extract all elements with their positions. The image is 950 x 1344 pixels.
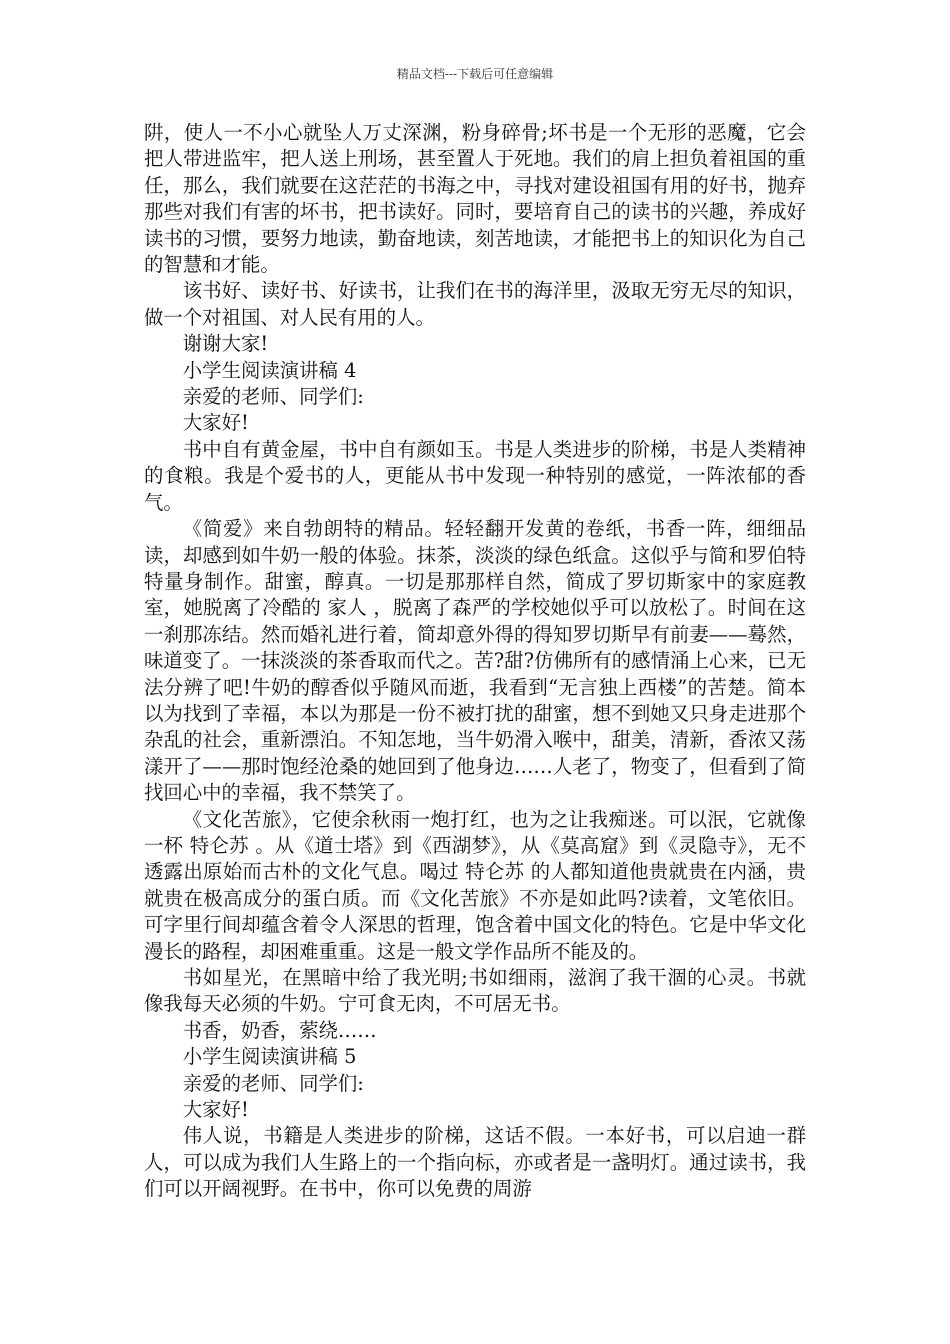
salutation-2: 亲爱的老师、同学们:	[182, 1071, 364, 1095]
paragraph-3: 书中自有黄金屋，书中自有颜如玉。书是人类进步的阶梯，书是人类精神的食粮。我是个爱书的人，更能从书中发现一种特别的感觉，一阵浓郁的香气。	[144, 437, 806, 514]
salutation: 亲爱的老师、同学们:	[182, 385, 364, 409]
paragraph-8: 伟人说，书籍是人类进步的阶梯，这话不假。一本好书，可以启迪一群人，可以成为我们人生路上的一个指向标，亦或者是一盏明灯。通过读书，我们可以开阔视野。在书中，你可以免费的周游	[144, 1124, 806, 1201]
paragraph-4: 《简爱》来自勃朗特的精品。轻轻翻开发黄的卷纸，书香一阵，细细品读，却感到如牛奶一般的体验。抹茶，淡淡的绿色纸盒。这似乎与简和罗伯特特量身制作。甜蜜，醇真。一切是那那样自然，简成了罗切斯家中的家庭教室，她脱离了冷酷的 家人 ，脱离了森严的学校她似乎可以放松了。时间在这一刹那冻结。然而婚礼进行着，简却意外得的得知罗切斯早有前妻——蓦然，味道变了。一抹淡淡的茶香取而代之。苦?甜?仿佛所有的感情涌上心来，已无法分辨了吧!牛奶的醇香似乎随风而逝，我看到“无言独上西楼”的苦楚。简本以为找到了幸福，本以为那是一份不被打扰的甜蜜，想不到她又只身走进那个杂乱的社会，重新漂泊。不知怎地，当牛奶滑入喉中，甜美，清新，香浓又荡漾开了——那时饱经沧桑的她回到了他身边……人老了，物变了，但看到了简找回心中的幸福，我不禁笑了。	[144, 517, 806, 805]
greeting: 大家好!	[182, 411, 249, 435]
paragraph-1: 阱，使人一不小心就坠人万丈深渊，粉身碎骨;坏书是一个无形的恶魔，它会把人带进监牢，把人送上刑场，甚至置人于死地。我们的肩上担负着祖国的重任，那么，我们就要在这茫茫的书海之中，寻找对建设祖国有用的好书，抛弃那些对我们有害的坏书，把书读好。同时，要培育自己的读书的兴趣，养成好读书的习惯，要努力地读，勤奋地读，刻苦地读，才能把书上的知识化为自己的智慧和才能。	[144, 121, 806, 277]
document-body	[144, 120, 806, 1203]
section-heading-5: 小学生阅读演讲稿 5	[182, 1045, 357, 1069]
section-heading-4: 小学生阅读演讲稿 4	[182, 358, 357, 382]
page-header: 精品文档---下载后可任意编辑	[396, 67, 554, 81]
paragraph-7: 书香，奶香，萦绕……	[182, 1018, 377, 1042]
paragraph-6: 书如星光，在黑暗中给了我光明;书如细雨，滋润了我干涸的心灵。书就像我每天必须的牛奶。宁可食无肉，不可居无书。	[144, 966, 806, 1016]
paragraph-thanks: 谢谢大家!	[182, 332, 269, 356]
greeting-2: 大家好!	[182, 1098, 249, 1122]
paragraph-2: 该书好、读好书、好读书，让我们在书的海洋里，汲取无穷无尽的知识，做一个对祖国、对人民有用的人。	[144, 279, 806, 329]
paragraph-5: 《文化苦旅》，它使余秋雨一炮打红，也为之让我痴迷。可以泯，它就像一杯 特仑苏 。从《道士塔》到《西湖梦》，从《莫高窟》到《灵隐寺》，无不透露出原始而古朴的文化气息。喝过 特仑苏 的人都知道他贵就贵在内涵，贵就贵在极高成分的蛋白质。而《文化苦旅》不亦是如此吗?读着，文笔依旧。可字里行间却蕴含着令人深思的哲理，饱含着中国文化的特色。它是中华文化漫长的路程，却困难重重。这是一般文学作品所不能及的。	[144, 807, 806, 963]
